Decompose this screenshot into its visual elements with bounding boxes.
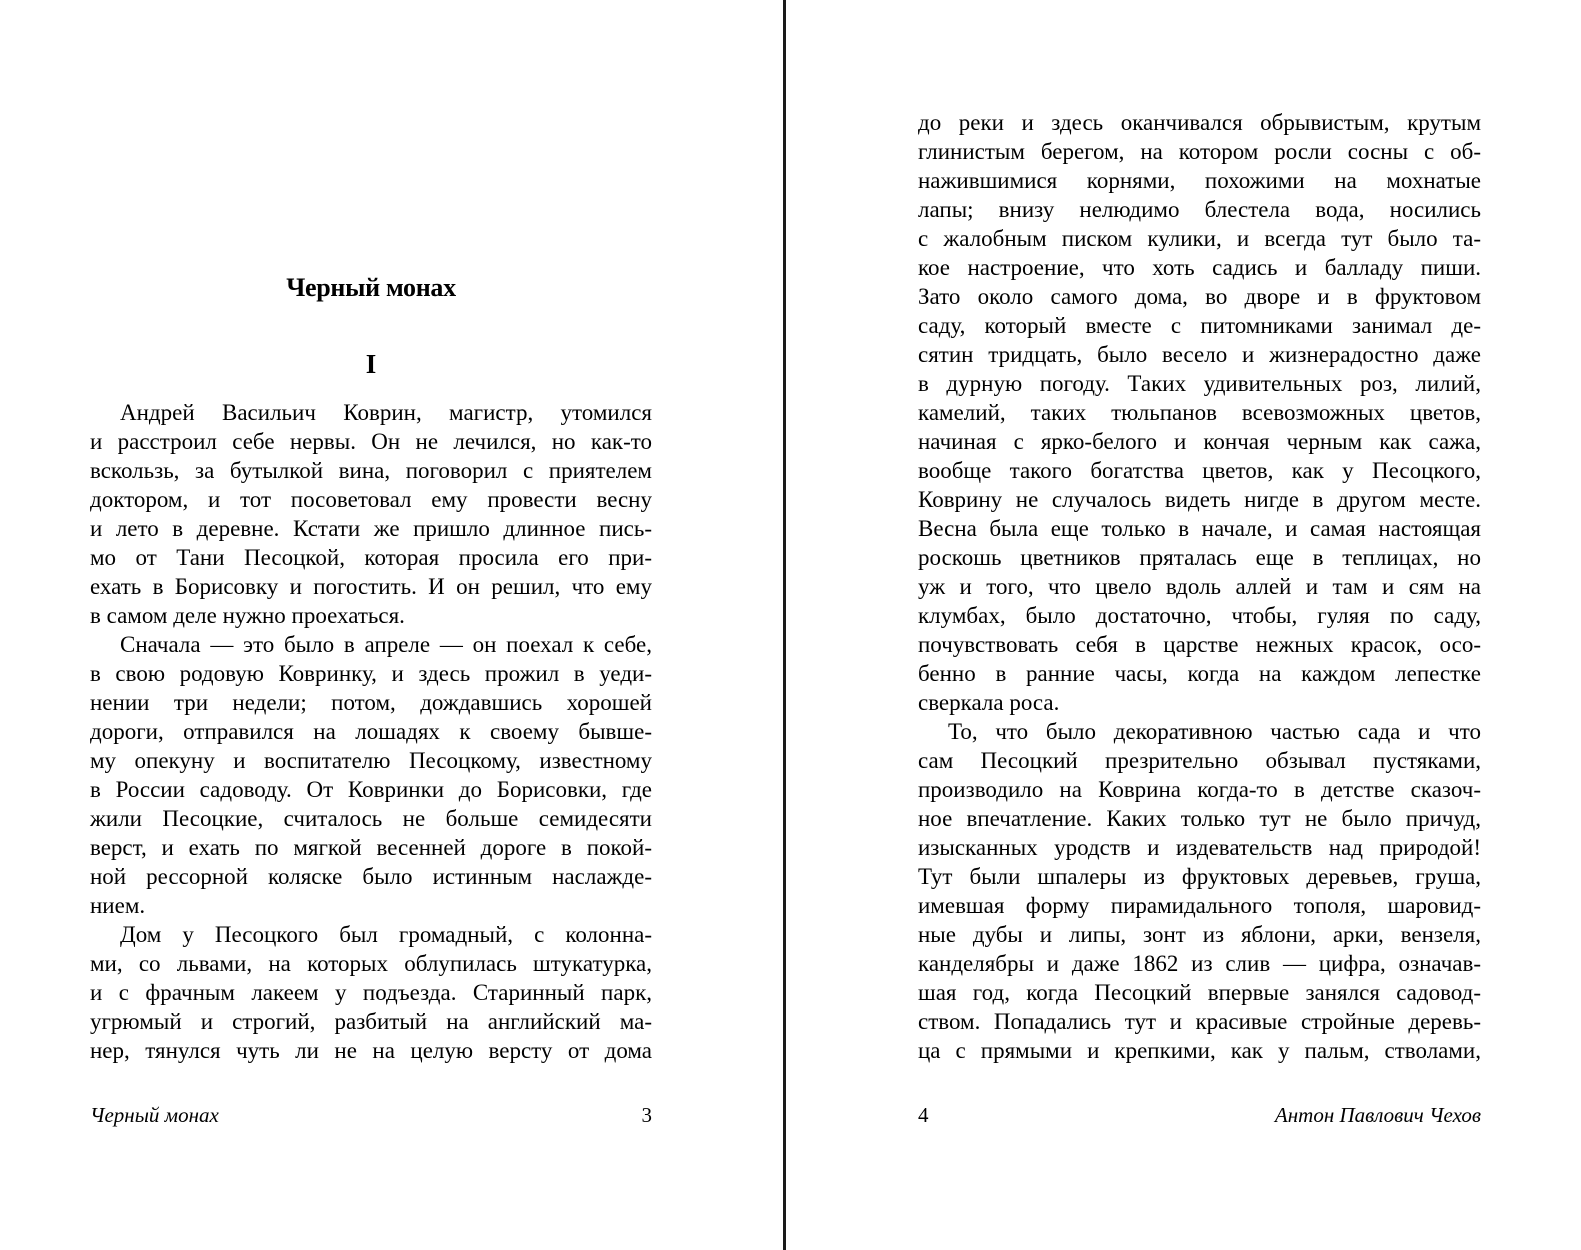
text-line: нием. (90, 893, 146, 918)
text-line: угрюмый и строгий, разбитый на английский ма- (90, 1009, 652, 1034)
text-line: и расстроил себе нервы. Он не лечился, но как-то (90, 429, 652, 454)
left-page-text (90, 398, 652, 1065)
text-line: ехать в Борисовку и погостить. И он решил, что ему (90, 574, 652, 599)
text-line: ные дубы и липы, зонт из яблони, арки, вензеля, (918, 922, 1481, 947)
text-line: вообще такого богатства цветов, как у Песоцкого, (918, 458, 1481, 483)
text-line: ной рессорной коляске было истинным наслажде- (90, 864, 652, 889)
text-line: нажившимися корнями, похожими на мохнатые (918, 168, 1481, 193)
story-title: Черный монах (286, 273, 456, 302)
text-line: ца с прямыми и крепкими, как у пальм, стволами, (918, 1038, 1481, 1063)
text-line: сверкала роса. (918, 690, 1060, 715)
text-line: в свою родовую Ковринку, и здесь прожил в уеди- (90, 661, 652, 686)
text-line: верст, и ехать по мягкой весенней дороге в покой- (90, 835, 652, 860)
text-line: почувствовать себя в царстве нежных красок, осо- (918, 632, 1481, 657)
text-line: лапы; внизу нелюдимо блестела вода, носились (918, 197, 1481, 222)
chapter-number: I (365, 349, 377, 379)
right-page-text (918, 108, 1481, 1065)
text-line: камелий, таких тюльпанов всевозможных цветов, (918, 400, 1481, 425)
text-line: ное впечатление. Каких только тут не было причуд, (918, 806, 1481, 831)
text-line: бенно в ранние часы, когда на каждом лепестке (918, 661, 1481, 686)
text-line: ми, со львами, на которых облупилась штукатурка, (90, 951, 652, 976)
text-line: сам Песоцкий презрительно обзывал пустяками, (918, 748, 1481, 773)
text-line: в России садоводу. От Ковринки до Борисовки, где (90, 777, 652, 802)
text-line: канделябры и даже 1862 из слив — цифра, означав- (918, 951, 1481, 976)
text-line: сятин тридцать, было весело и жизнерадостно даже (918, 342, 1481, 367)
text-line: в дурную погоду. Таких удивительных роз, лилий, (918, 371, 1481, 396)
text-line: нер, тянулся чуть ли не на целую версту от дома (90, 1038, 652, 1063)
text-line: Андрей Васильич Коврин, магистр, утомился (120, 400, 652, 425)
text-line: Тут были шпалеры из фруктовых деревьев, груша, (918, 864, 1481, 889)
text-line: клумбах, было достаточно, чтобы, гуляя по саду, (918, 603, 1481, 628)
page-number: 3 (641, 1103, 652, 1127)
text-line: Сначала — это было в апреле — он поехал к себе, (120, 632, 652, 657)
text-line: до реки и здесь оканчивался обрывистым, крутым (918, 110, 1481, 135)
text-line: вскользь, за бутылкой вина, поговорил с приятелем (90, 458, 652, 483)
text-line: и лето в деревне. Кстати же пришло длинное пись- (90, 516, 652, 541)
text-line: кое настроение, что хоть садись и балладу пиши. (918, 255, 1481, 280)
text-line: ством. Попадались тут и красивые стройные деревь- (918, 1009, 1481, 1034)
text-line: му опекуну и воспитателю Песоцкому, известному (90, 748, 652, 773)
text-line: нении три недели; потом, дождавшись хорошей (90, 690, 652, 715)
book-spine (783, 0, 786, 1250)
text-line: саду, который вместе с питомниками занимал де- (918, 313, 1481, 338)
text-line: изысканных уродств и издевательств над природой! (918, 835, 1481, 860)
text-line: дороги, отправился на лошадях к своему бывше- (90, 719, 652, 744)
text-line: Зато около самого дома, во дворе и в фруктовом (918, 284, 1481, 309)
text-line: Коврину не случалось видеть нигде в другом месте. (918, 487, 1481, 512)
text-line: производило на Коврина когда-то в детстве сказоч- (918, 777, 1481, 802)
page-number: 4 (918, 1103, 929, 1127)
text-line: То, что было декоративною частью сада и что (948, 719, 1481, 744)
text-line: и с фрачным лакеем у подъезда. Старинный парк, (90, 980, 652, 1005)
text-line: мо от Тани Песоцкой, которая просила его при- (90, 545, 652, 570)
running-title: Черный монах (90, 1103, 219, 1127)
text-line: с жалобным писком кулики, и всегда тут было та- (918, 226, 1481, 251)
text-line: Дом у Песоцкого был громадный, с колонна- (120, 922, 652, 947)
text-line: глинистым берегом, на котором росли сосны с об- (918, 139, 1481, 164)
text-line: имевшая форму пирамидального тополя, шаровид- (918, 893, 1481, 918)
text-line: доктором, и тот посоветовал ему провести весну (90, 487, 652, 512)
text-line: уж и того, что цвело вдоль аллей и там и сям на (918, 574, 1481, 599)
running-author: Антон Павлович Чехов (1274, 1103, 1481, 1127)
text-line: жили Песоцкие, считалось не больше семидесяти (90, 806, 652, 831)
text-line: шая год, когда Песоцкий впервые занялся садовод- (918, 980, 1481, 1005)
text-line: Весна была еще только в начале, и самая настоящая (918, 516, 1481, 541)
text-line: роскошь цветников пряталась еще в теплицах, но (918, 545, 1481, 570)
text-line: в самом деле нужно проехаться. (90, 603, 405, 628)
text-line: начиная с ярко-белого и кончая черным как сажа, (918, 429, 1481, 454)
